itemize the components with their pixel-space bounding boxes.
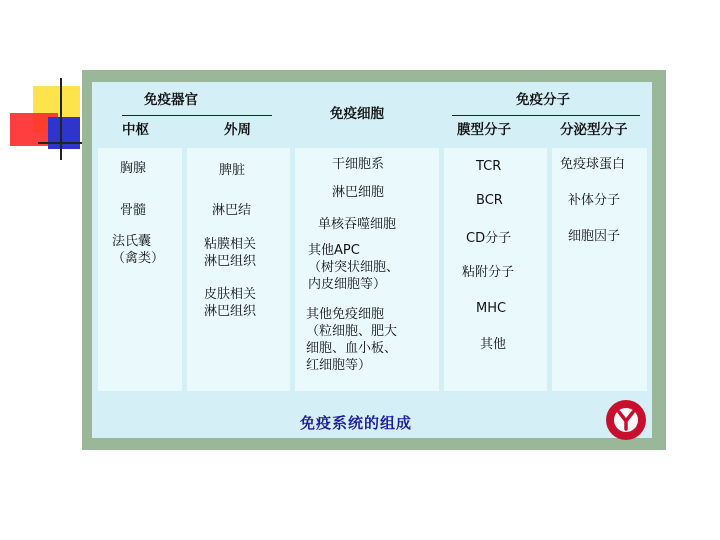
peripheral-item: 皮肤相关 淋巴组织 — [204, 287, 257, 319]
cell-item: 干细胞系 — [332, 157, 385, 172]
cell-item: 单核吞噬细胞 — [318, 217, 397, 232]
decor-vertical-line — [60, 78, 62, 160]
membrane-item: MHC — [476, 301, 507, 316]
header-peripheral: 外周 — [224, 122, 251, 138]
header-organs: 免疫器官 — [144, 92, 198, 108]
peripheral-item: 粘膜相关 淋巴组织 — [204, 237, 257, 269]
organs-underline — [122, 115, 272, 116]
central-item: 法氏囊 （禽类） — [112, 234, 165, 266]
header-molecules: 免疫分子 — [516, 92, 570, 108]
secreted-item: 免疫球蛋白 — [560, 157, 626, 172]
header-membrane: 膜型分子 — [457, 122, 511, 138]
secreted-item: 细胞因子 — [568, 229, 621, 244]
peripheral-item: 淋巴结 — [212, 203, 252, 218]
immunology-logo-icon — [604, 398, 648, 442]
diagram-caption: 免疫系统的组成 — [300, 414, 413, 432]
cell-item: 淋巴细胞 — [332, 185, 385, 200]
membrane-item: TCR — [476, 159, 502, 174]
secreted-item: 补体分子 — [568, 193, 621, 208]
header-cells: 免疫细胞 — [330, 106, 384, 122]
diagram-panel — [92, 82, 652, 438]
peripheral-item: 脾脏 — [219, 163, 246, 178]
decor-blue-square — [48, 117, 80, 149]
header-central: 中枢 — [122, 122, 149, 138]
membrane-item: BCR — [476, 193, 503, 208]
decor-horizontal-line — [38, 142, 86, 144]
membrane-item: CD分子 — [466, 231, 512, 246]
central-item: 骨髓 — [120, 203, 147, 218]
molecules-underline — [452, 115, 640, 116]
cell-item: 其他APC （树突状细胞、 内皮细胞等） — [308, 243, 400, 292]
central-item: 胸腺 — [120, 161, 147, 176]
cell-item: 其他免疫细胞 （粒细胞、肥大 细胞、血小板、 红细胞等） — [306, 307, 398, 373]
figure-frame — [82, 70, 666, 450]
membrane-item: 其他 — [480, 337, 507, 352]
header-secreted: 分泌型分子 — [560, 122, 628, 138]
membrane-item: 粘附分子 — [462, 265, 515, 280]
